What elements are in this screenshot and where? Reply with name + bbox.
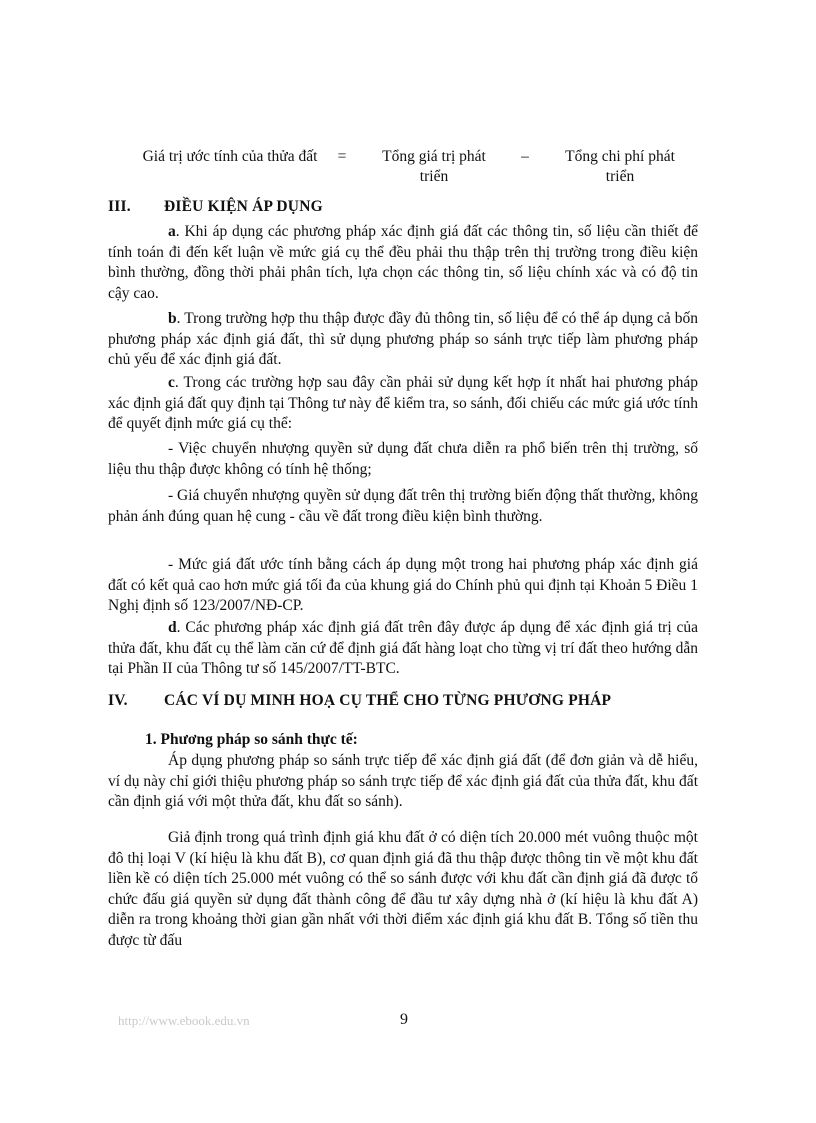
section-4-number: IV. [108,692,128,709]
section-3-heading [108,198,323,216]
item-a-text: . Khi áp dụng các phương pháp xác định giá đất các thông tin, số liệu cần thiết để tính toán đi đến kết luận về mức giá cụ thể đều phải thu thập trên thị trường trong điều kiện bình thường, đồng thời phải phân tích, lựa chọn các thông tin, số liệu chính xác và có độ tin cậy cao. [108,223,698,302]
section-3-title: ĐIỀU KIỆN ÁP DỤNG [164,198,323,215]
section-3-number: III. [108,198,131,215]
item-d-text: . Các phương pháp xác định giá đất trên đây được áp dụng để xác định giá trị của thửa đất, khu đất cụ thể làm căn cứ để định giá đất hàng loạt cho từng vị trí đất theo hướng dẫn tại Phần II của Thông tư số 145/2007/TT-BTC. [108,619,698,677]
bullet-1: - Việc chuyển nhượng quyền sử dụng đất chưa diễn ra phổ biến trên thị trường, số liệu thu thập được không có tính hệ thống; [108,440,698,478]
paragraph-example: Giả định trong quá trình định giá khu đất ở có diện tích 20.000 mét vuông thuộc một đô thị loại V (kí hiệu là khu đất B), cơ quan định giá đã thu thập được thông tin về một khu đất liền kề có diện tích 25.000 mét vuông có thể so sánh được với khu đất cần định giá đã được tổ chức đấu giá quyền sử dụng đất thành công để đầu tư xây dựng nhà ở (kí hiệu là khu đất A) diễn ra trong khoảng thời gian gần nhất với thời điểm xác định giá khu đất B. Tổng số tiền thu được từ đấu [108,829,698,949]
formula-minus: – [521,148,529,165]
section-4-heading [108,692,611,710]
paragraph-b [108,309,698,371]
formula-lhs: Giá trị ước tính của thửa đất [142,148,318,165]
paragraph-a [108,222,698,304]
item-b-label: b [168,310,177,327]
paragraph-method-intro: Áp dụng phương pháp so sánh trực tiếp để xác định giá đất (để đơn giản và dễ hiểu, ví dụ này chỉ giới thiệu phương pháp so sánh trực tiếp để xác định giá đất của thửa đất, khu đất cần định giá với một thửa đất, khu đất so sánh). [108,752,698,810]
formula-term-development-value: Tổng giá trị phát triển [382,148,486,185]
item-c-label: c [168,374,175,391]
page-number: 9 [400,1011,408,1028]
paragraph-c [108,373,698,435]
subsection-1-heading: 1. Phương pháp so sánh thực tế: [145,731,358,748]
item-d-label: d [168,619,177,636]
paragraph-d [108,618,698,680]
item-a-label: a [168,223,176,240]
item-b-text: . Trong trường hợp thu thập được đầy đủ thông tin, số liệu để có thể áp dụng cả bốn phương pháp xác định giá đất, thì sử dụng phương pháp so sánh trực tiếp làm phương pháp chủ yếu để xác định giá đất. [108,310,698,368]
formula-term-development-cost: Tổng chi phí phát triển [565,148,675,185]
formula-equals: = [337,148,347,165]
bullet-2: - Giá chuyển nhượng quyền sử dụng đất trên thị trường biến động thất thường, không phản ánh đúng quan hệ cung - cầu về đất trong điều kiện bình thường. [108,487,699,525]
bullet-3: - Mức giá đất ước tính bằng cách áp dụng một trong hai phương pháp xác định giá đất có kết quả cao hơn mức giá tối đa của khung giá do Chính phủ qui định tại Khoản 5 Điều 1 Nghị định số 123/2007/NĐ-CP. [108,556,698,614]
footer-link[interactable]: http://www.ebook.edu.vn [118,1013,250,1028]
section-4-title: CÁC VÍ DỤ MINH HOẠ CỤ THỂ CHO TỪNG PHƯƠNG PHÁP [164,692,612,709]
item-c-text: . Trong các trường hợp sau đây cần phải sử dụng kết hợp ít nhất hai phương pháp xác định giá đất quy định tại Thông tư này để kiểm tra, so sánh, đối chiếu các mức giá ước tính để quyết định mức giá cụ thể: [108,374,698,432]
